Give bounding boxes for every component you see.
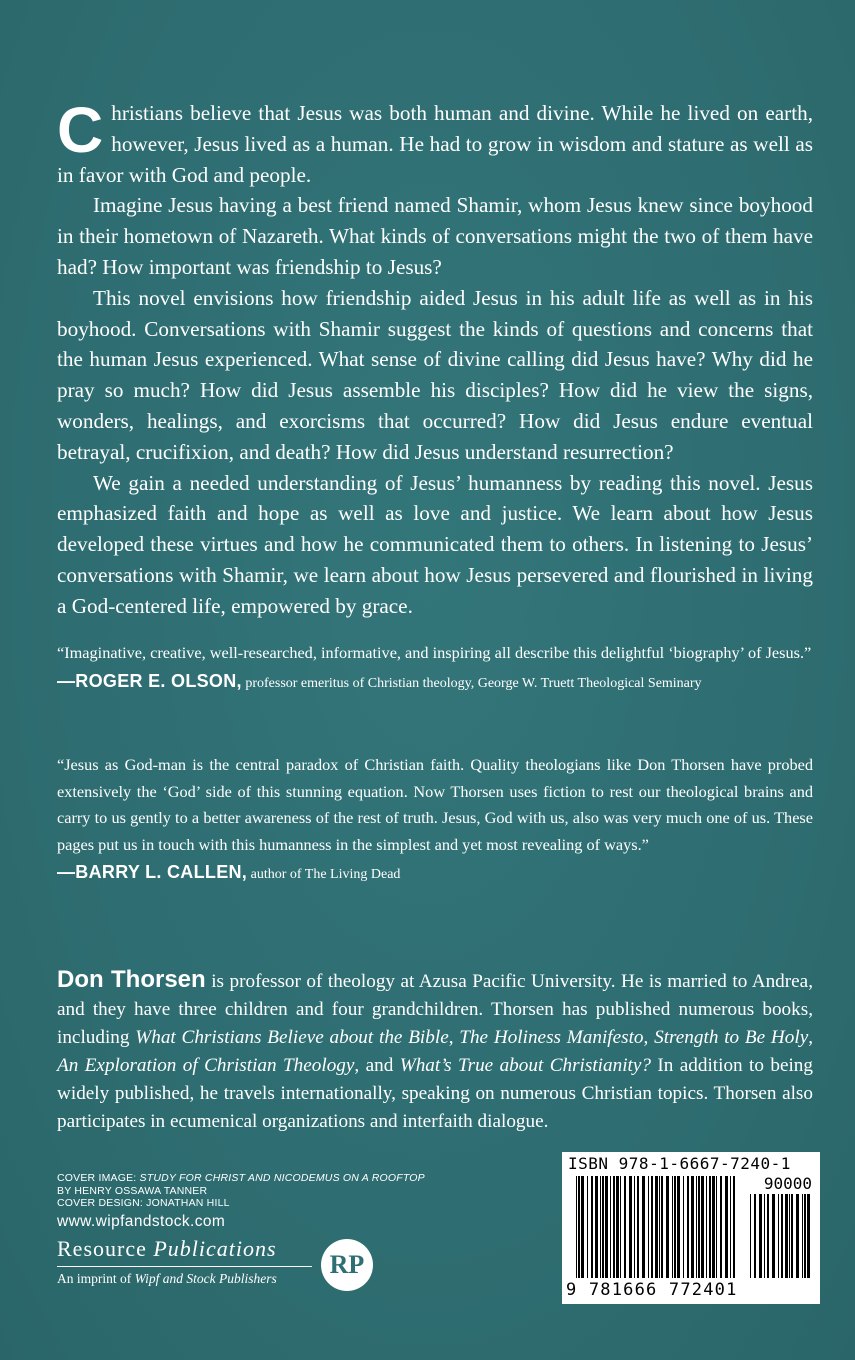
blurb-paragraph-3: This novel envisions how friendship aided Jesus in his adult life as well as in his boyhood. Conversations with Shamir suggest the kinds of questions and concerns that the human Jesus experienced. What sense of divine calling did Jesus have? Why did he pray so much? How did Jesus assemble his disciples? How did he view the signs, wonders, healings, and exorcisms that occurred? How did Jesus endure eventual betrayal, crucifixion, and death? How did Jesus understand resurrection? xyxy=(57,285,813,464)
imprint-name xyxy=(57,1236,312,1262)
barcode-bar xyxy=(595,1176,598,1278)
barcode-bar xyxy=(666,1176,669,1278)
barcode-bar xyxy=(613,1176,615,1278)
barcode-bar xyxy=(750,1194,751,1278)
blurb-text-1: hristians believe that Jesus was both human and divine. While he lived on earth, however, Jesus lived as a human. He had to grow in wisdom and stature as well as in favor with God and people. xyxy=(57,101,813,187)
barcode-bar xyxy=(655,1176,658,1278)
imprint-name-italic: Publications xyxy=(153,1236,277,1261)
barcode-bar xyxy=(706,1176,707,1278)
drop-cap: C xyxy=(57,94,104,166)
barcode-bar xyxy=(624,1176,626,1278)
barcode-bar xyxy=(576,1176,577,1278)
barcode-bar xyxy=(648,1176,649,1278)
endorsement-quote: “Jesus as God-man is the central paradox of Christian faith. Quality theologians like Don Thorsen have probed extensively the ‘God’ side of this stunning equation. Now Thorsen uses fiction to rest our theological brains and carry to us gently to a better awareness of the rest of truth. Jesus, God with us, also was very much one of us. These pages put us in touch with this humanness in the simplest and yet most revealing of ways.” xyxy=(57,755,813,854)
barcode-digits: 9 781666 772401 xyxy=(566,1280,738,1300)
barcode-bar xyxy=(772,1194,775,1278)
bio-separator: , xyxy=(808,1027,814,1048)
barcode-bar xyxy=(789,1194,790,1278)
barcode-bar xyxy=(781,1194,783,1278)
barcode-bar xyxy=(804,1194,806,1278)
endorsement-attribution xyxy=(57,862,813,885)
blurb-paragraph-1 xyxy=(57,94,813,190)
barcode-bar xyxy=(659,1176,660,1278)
barcode-bar xyxy=(759,1194,762,1278)
publisher-url: www.wipfandstock.com xyxy=(57,1212,226,1230)
book-title: What Christians Believe about the Bible xyxy=(135,1027,449,1048)
barcode-bar xyxy=(683,1176,684,1278)
barcode-bar xyxy=(591,1176,593,1278)
cover-image-title: STUDY FOR CHRIST AND NICODEMUS ON A ROOFTOP xyxy=(139,1172,425,1184)
cover-image-artist: BY HENRY OSSAWA TANNER xyxy=(57,1184,208,1197)
endorsement-quote: “Imaginative, creative, well-researched, informative, and inspiring all describe this delightful ‘biography’ of Jesus.” xyxy=(57,643,812,662)
barcode-bar xyxy=(637,1176,639,1278)
cover-image-label: COVER IMAGE: xyxy=(57,1172,140,1184)
barcode-bar xyxy=(796,1194,799,1278)
author-bio-text xyxy=(57,966,813,1136)
cover-image-credit xyxy=(57,1172,425,1185)
barcode-bar xyxy=(802,1194,803,1278)
barcode-bar xyxy=(698,1176,700,1278)
blurb-paragraph-2: Imagine Jesus having a best friend named Shamir, whom Jesus knew since boyhood in their hometown of Nazareth. What kinds of conversations might the two of them have had? How important was friendship to Jesus? xyxy=(57,193,813,279)
barcode-bar xyxy=(610,1176,611,1278)
barcode-bar xyxy=(578,1176,580,1278)
barcode-bar xyxy=(730,1176,731,1278)
barcode-bar xyxy=(605,1176,608,1278)
book-title: An Exploration of Christian Theology xyxy=(57,1055,355,1076)
endorsement-callen xyxy=(57,752,813,885)
barcode-bar xyxy=(661,1176,663,1278)
barcode-bar xyxy=(725,1176,728,1278)
barcode-bar xyxy=(767,1194,769,1278)
ean-barcode-bars xyxy=(576,1176,736,1278)
endorser-name: —ROGER E. OLSON, xyxy=(57,670,242,691)
bio-separator: , xyxy=(643,1027,655,1048)
imprint-sub-publisher: Wipf and Stock Publishers xyxy=(134,1271,277,1286)
barcode-bar xyxy=(616,1176,619,1278)
barcode-bar xyxy=(651,1176,653,1278)
isbn-barcode xyxy=(562,1152,820,1304)
bio-separator: , and xyxy=(354,1055,400,1076)
barcode-bar xyxy=(674,1176,676,1278)
imprint-subtitle xyxy=(57,1271,312,1287)
barcode-bar xyxy=(791,1194,793,1278)
rp-logo-icon: RP xyxy=(321,1239,373,1291)
publisher-imprint xyxy=(57,1236,312,1287)
barcode-bar xyxy=(716,1176,717,1278)
imprint-divider xyxy=(57,1266,312,1267)
barcode-bar xyxy=(696,1176,697,1278)
barcode-bar xyxy=(672,1176,673,1278)
bio-text: In addition to being widely published, he travels internationally, speaking on numerous Christian topics. Thorsen also participates in ecumenical organizations and interfaith dialogue. xyxy=(57,1055,813,1132)
barcode-bar xyxy=(587,1176,588,1278)
barcode-bar xyxy=(712,1176,715,1278)
endorser-name: —BARRY L. CALLEN, xyxy=(57,862,248,882)
barcode-bar xyxy=(581,1176,584,1278)
barcode-bar xyxy=(709,1176,711,1278)
imprint-name-regular: Resource xyxy=(57,1236,154,1261)
book-title: The Holiness Manifesto xyxy=(459,1027,644,1048)
barcode-bar xyxy=(733,1176,735,1278)
barcode-bar xyxy=(691,1176,694,1278)
isbn-label: ISBN 978-1-6667-7240-1 xyxy=(568,1154,791,1173)
barcode-bar xyxy=(677,1176,680,1278)
bio-text: is professor of theology at Azusa Pacific University. He is married to Andrea, and they have three children and four grandchildren. Thorsen has published numerous books, including xyxy=(57,971,813,1048)
barcode-bar xyxy=(629,1176,632,1278)
endorsement-attribution xyxy=(57,671,813,694)
barcode-bar xyxy=(754,1194,756,1278)
barcode-bar xyxy=(602,1176,604,1278)
barcode-bar xyxy=(807,1194,810,1278)
imprint-sub-prefix: An imprint of xyxy=(57,1271,135,1286)
barcode-bar xyxy=(720,1176,722,1278)
cover-design-credit: COVER DESIGN: JONATHAN HILL xyxy=(57,1197,230,1209)
barcode-bar xyxy=(642,1176,645,1278)
addon-barcode-bars xyxy=(750,1194,812,1278)
endorser-role: professor emeritus of Christian theology, George W. Truett Theological Seminary xyxy=(245,675,702,691)
endorsement-olson xyxy=(57,640,813,694)
author-bio xyxy=(57,966,813,1136)
barcode-bar xyxy=(764,1194,765,1278)
barcode-bar xyxy=(687,1176,689,1278)
price-code: 90000 xyxy=(763,1174,812,1193)
bio-separator: , xyxy=(448,1027,460,1048)
author-name: Don Thorsen xyxy=(57,966,206,993)
blurb-paragraph-4: We gain a needed understanding of Jesus’ humanness by reading this novel. Jesus emphasized faith and hope as well as love and justice. We learn about how Jesus developed these virtues and how he communicated them to others. In listening to Jesus’ conversations with Shamir, we learn about how Jesus persevered and flourished in living a God-centered life, empowered by grace. xyxy=(57,470,813,618)
book-title: What’s True about Christianity? xyxy=(399,1055,651,1076)
barcode-bar xyxy=(701,1176,704,1278)
barcode-bar xyxy=(778,1194,779,1278)
cover-blurb xyxy=(57,94,813,622)
endorser-role: author of The Living Dead xyxy=(250,867,401,882)
barcode-bar xyxy=(785,1194,788,1278)
cover-credits xyxy=(57,1172,425,1232)
barcode-bar xyxy=(620,1176,621,1278)
book-title: Strength to Be Holy xyxy=(654,1027,809,1048)
barcode-bar xyxy=(634,1176,635,1278)
barcode-bar xyxy=(600,1176,601,1278)
